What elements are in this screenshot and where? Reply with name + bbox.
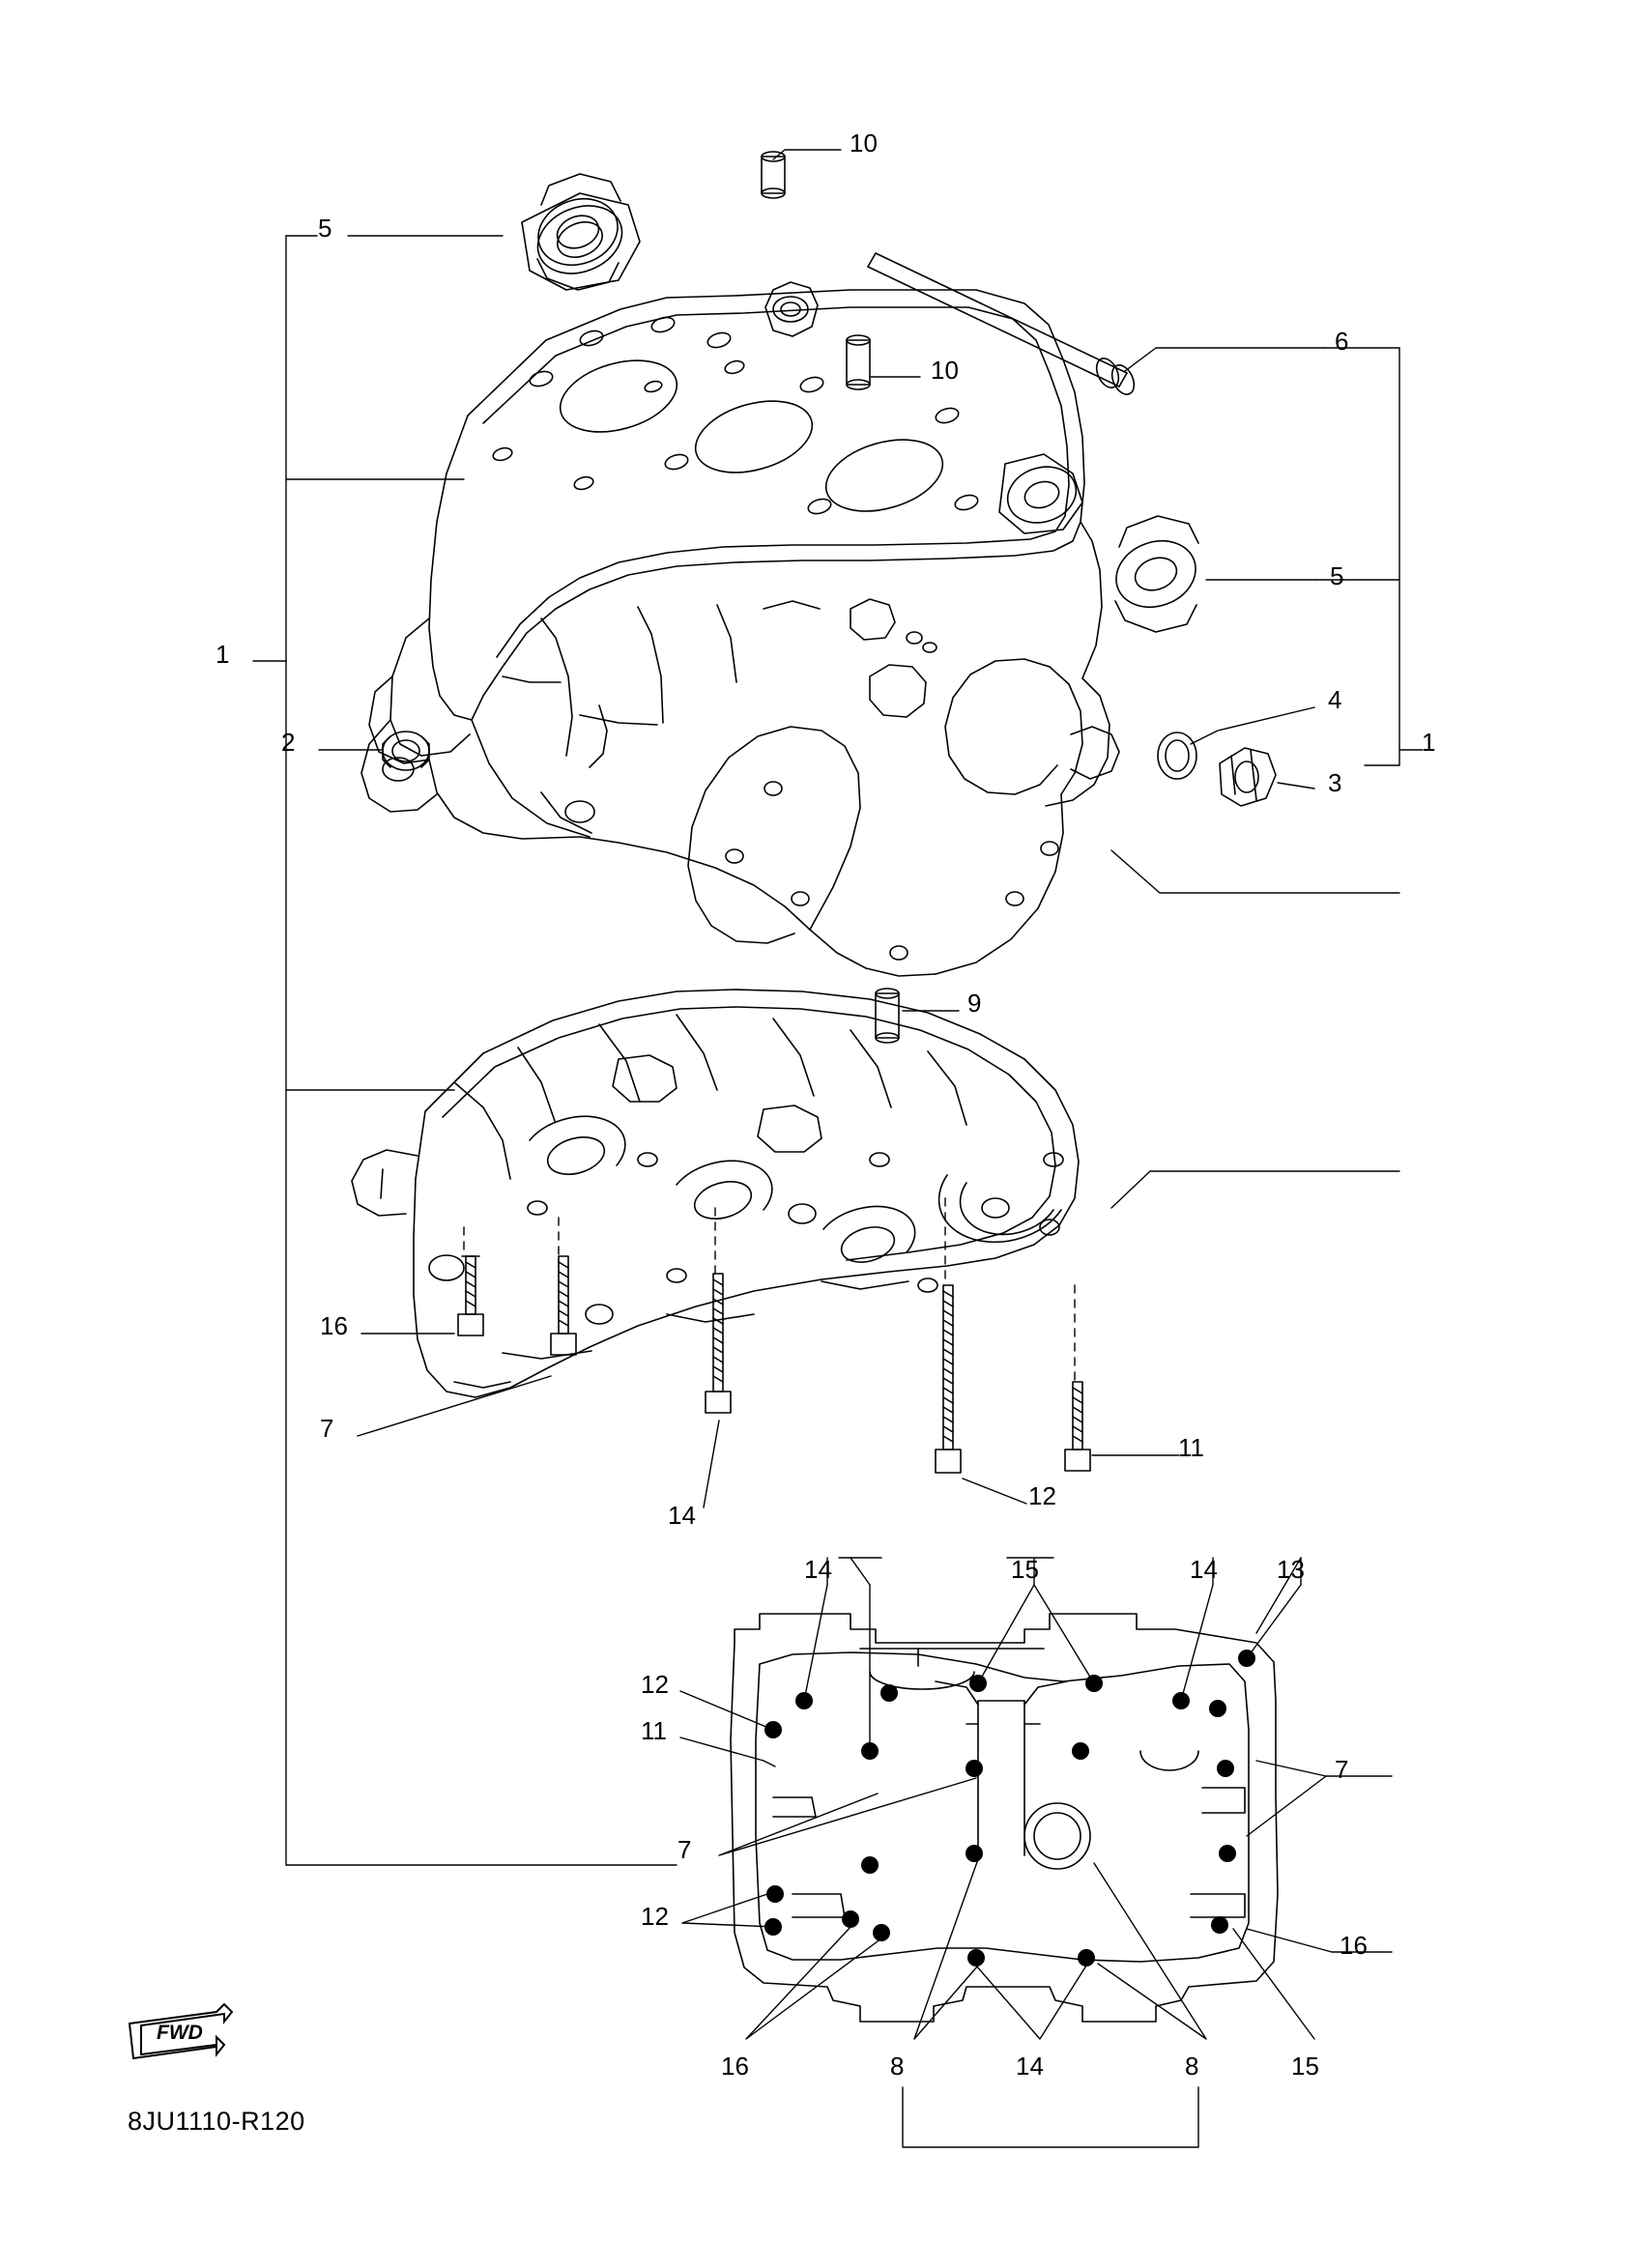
- callout-13: 13: [1277, 1555, 1305, 1584]
- callout-1: 1: [216, 640, 230, 669]
- part-2-plug: [383, 732, 429, 770]
- callout-3: 3: [1328, 768, 1342, 797]
- callout-14: 14: [804, 1555, 832, 1584]
- callout-2: 2: [281, 728, 296, 757]
- callout-12: 12: [641, 1902, 669, 1931]
- callout-9: 9: [967, 989, 982, 1018]
- part-4-oring: [1158, 732, 1196, 779]
- crankcase-mating-face-plan: [731, 1614, 1278, 2022]
- callout-5: 5: [318, 214, 332, 243]
- callout-16: 16: [721, 2052, 749, 2081]
- callout-8: 8: [890, 2052, 905, 2081]
- bolt-16: [458, 1256, 483, 1335]
- bolt-12: [936, 1285, 961, 1473]
- callout-10: 10: [850, 129, 878, 158]
- callout-11: 11: [641, 1716, 667, 1745]
- part-5-bushing-lower: [1107, 516, 1205, 632]
- callout-4: 4: [1328, 685, 1342, 714]
- callout-14: 14: [668, 1501, 696, 1530]
- bolt-14: [706, 1274, 731, 1413]
- callout-8: 8: [1185, 2052, 1199, 2081]
- callout-11: 11: [1178, 1433, 1204, 1462]
- callout-14: 14: [1016, 2052, 1044, 2081]
- callout-12: 12: [1028, 1481, 1056, 1510]
- callout-15: 15: [1291, 2052, 1319, 2081]
- callout-5: 5: [1330, 561, 1344, 590]
- part-6-pipe: [868, 253, 1139, 398]
- part-3-fitting: [1220, 748, 1276, 806]
- callout-7: 7: [1335, 1755, 1349, 1784]
- part-code-label: 8JU1110-R120: [128, 2107, 305, 2136]
- bolt-7-left: [551, 1256, 576, 1355]
- bolt-11: [1065, 1382, 1090, 1471]
- callout-7: 7: [320, 1414, 334, 1443]
- callout-1: 1: [1422, 728, 1436, 757]
- callout-14: 14: [1190, 1555, 1218, 1584]
- callout-7: 7: [677, 1835, 692, 1864]
- callout-12: 12: [641, 1670, 669, 1699]
- callout-16: 16: [1340, 1931, 1368, 1960]
- part-10-dowel-lower: [847, 335, 870, 389]
- callout-6: 6: [1335, 327, 1349, 356]
- upper-crankcase-part: [361, 193, 1119, 976]
- fwd-label: FWD: [157, 2022, 203, 2044]
- callout-10: 10: [931, 356, 959, 385]
- callout-15: 15: [1011, 1555, 1039, 1584]
- part-9-dowel: [876, 989, 899, 1043]
- callout-16: 16: [320, 1311, 348, 1340]
